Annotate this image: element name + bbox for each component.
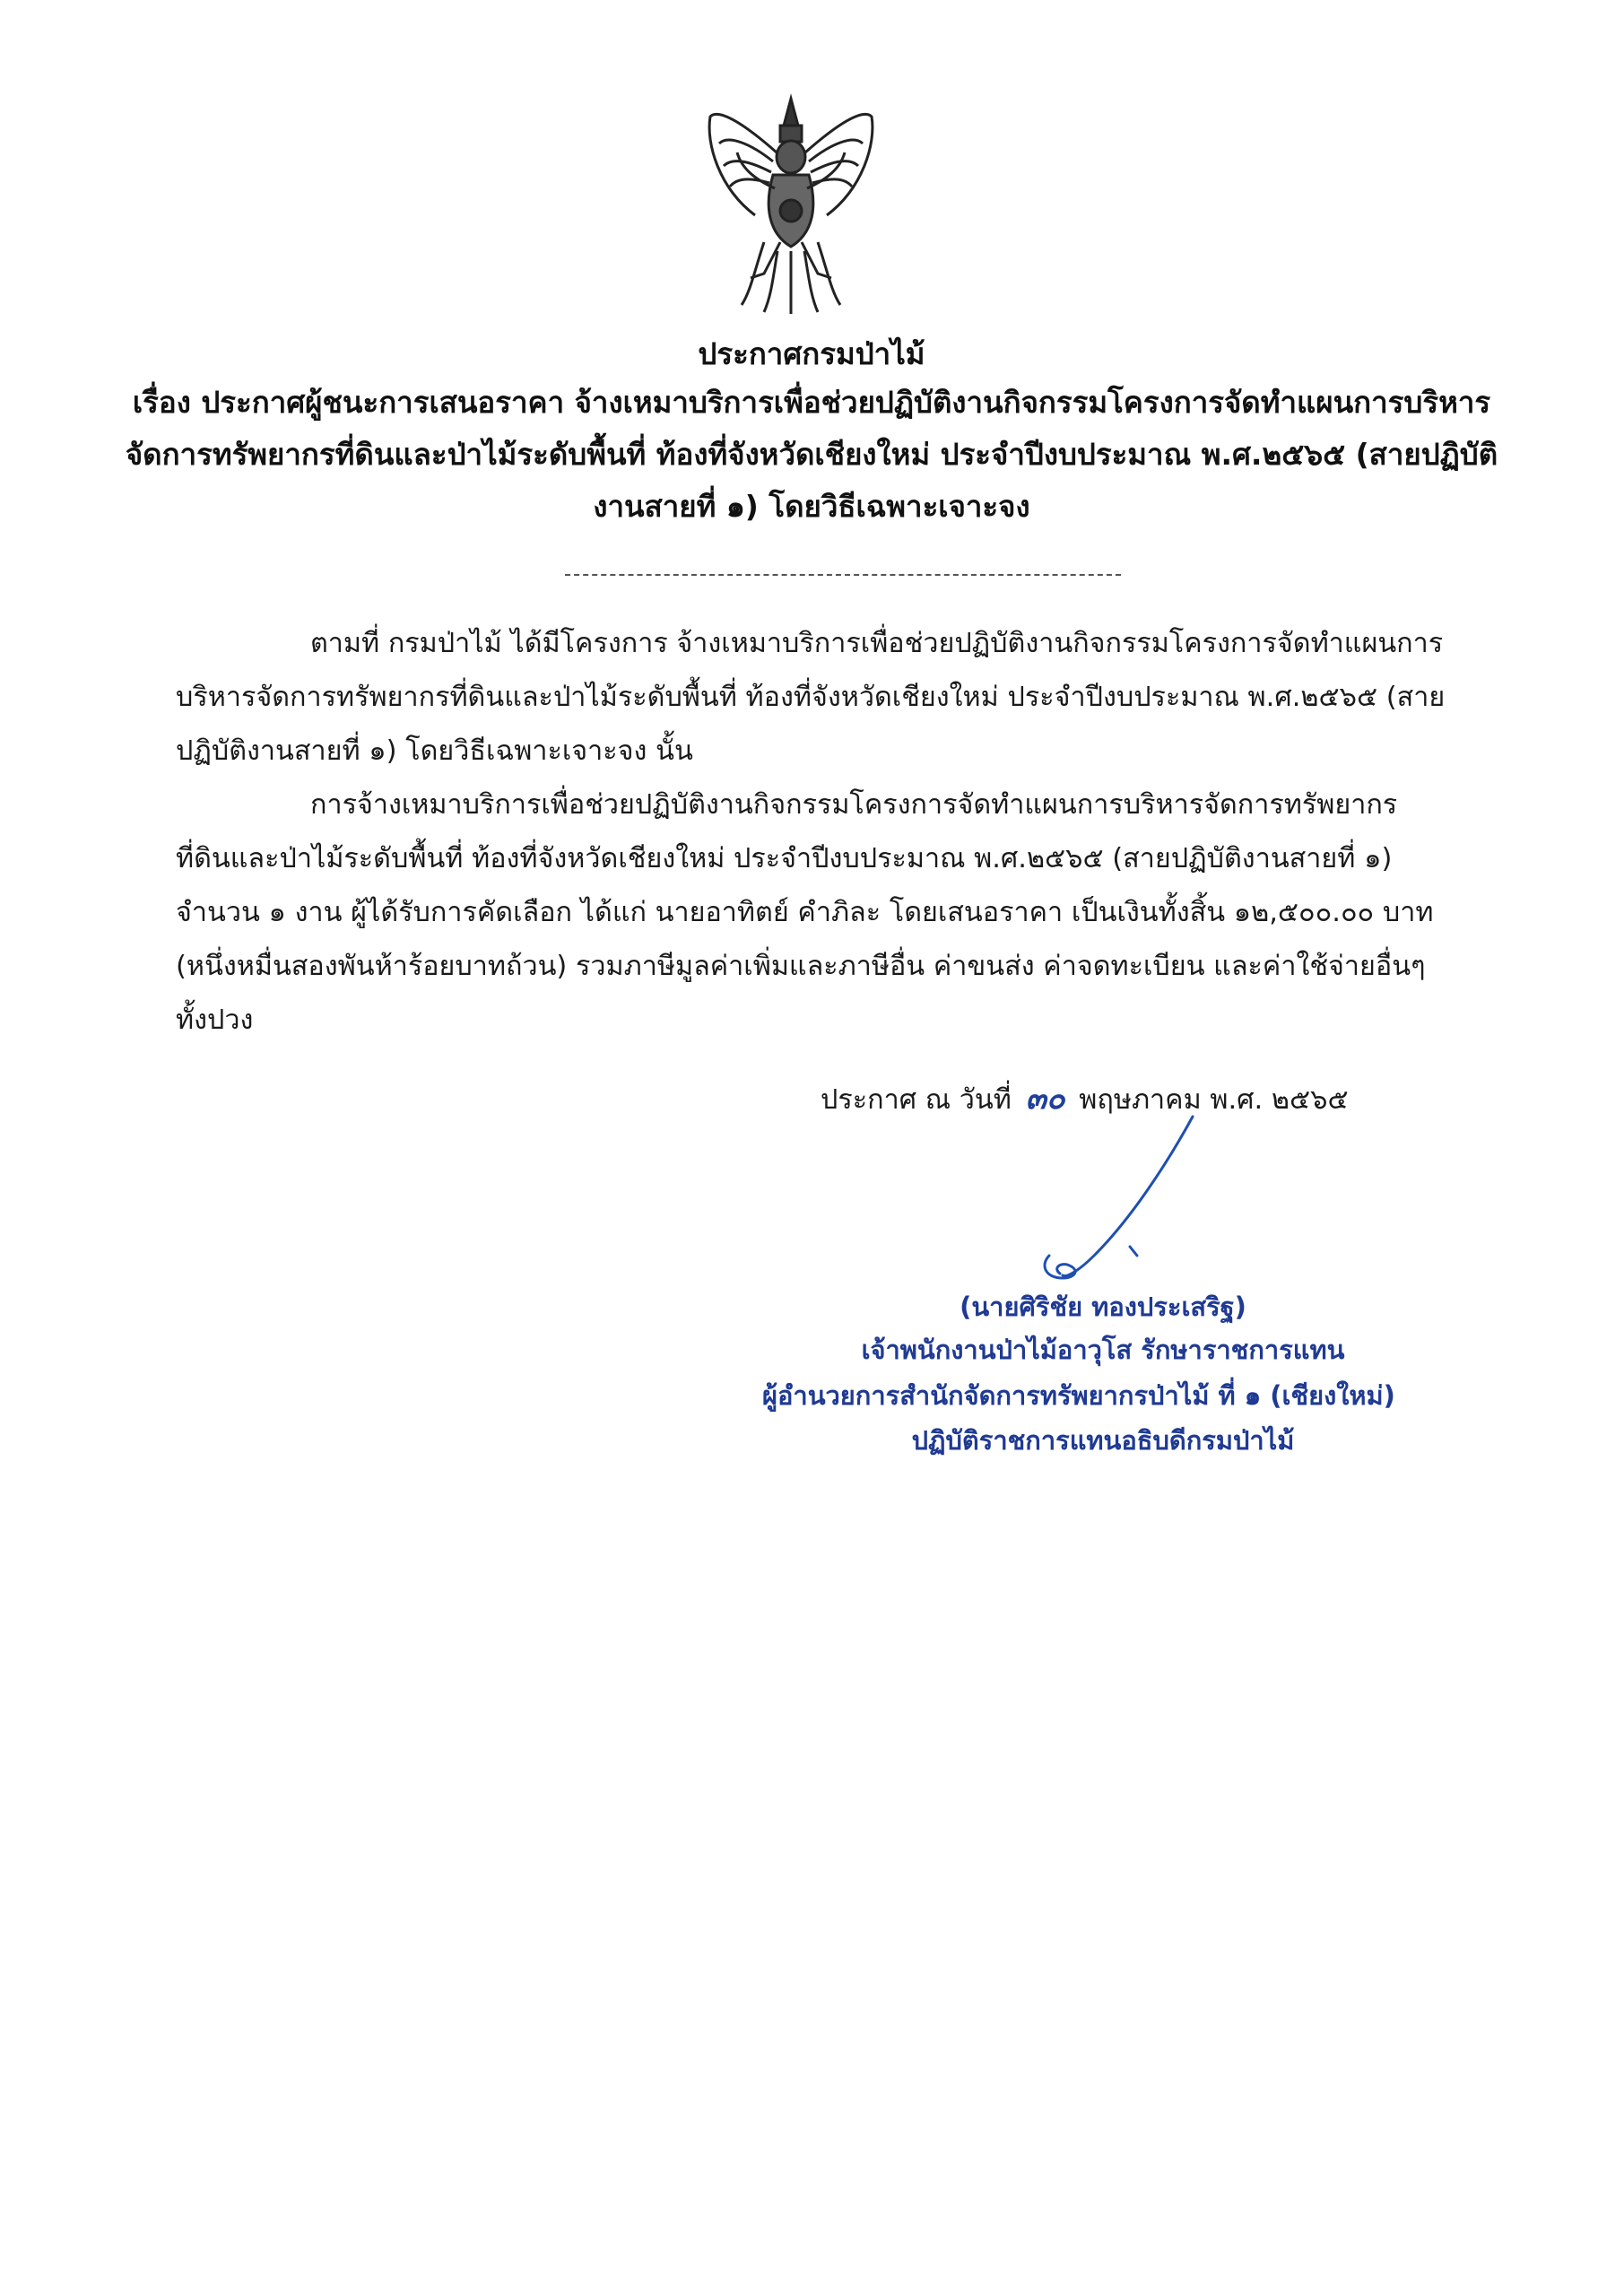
handwritten-day: ๓๐ — [1025, 1081, 1065, 1117]
handwritten-signature-icon — [977, 1112, 1211, 1292]
subject-line: งานสายที่ ๑) โดยวิธีเฉพาะเจาะจง — [593, 489, 1030, 524]
document-title: ประกาศกรมป่าไม้ — [698, 336, 925, 371]
garuda-emblem-icon — [701, 90, 881, 318]
signatory-position: เจ้าพนักงานป่าไม้อาวุโส รักษาราชการแทน — [861, 1335, 1345, 1365]
subject-line: จัดการทรัพยากรที่ดินและป่าไม้ระดับพื้นที่ ท้องที่จังหวัดเชียงใหม่ ประจำปีงบประมาณ พ.ศ.๒๕๖๕ (สายปฏิบัติ — [125, 437, 1498, 472]
date-month-year: พฤษภาคม พ.ศ. ๒๕๖๕ — [1079, 1084, 1349, 1116]
body-paragraph: ตามที่ กรมป่าไม้ ได้มีโครงการ จ้างเหมาบริการเพื่อช่วยปฏิบัติงานกิจกรรมโครงการจัดทำแผนการบริหารจัดการทรัพยากรที่ดินและป่าไม้ระดับพื้นที่ ท้องที่จังหวัดเชียงใหม่ ประจำปีงบประมาณ พ.ศ.๒๕๖๕ (สายปฏิบัติงานสายที่ ๑) โดยวิธีเฉพาะเจาะจง นั้น — [176, 628, 1446, 767]
signatory-position: ผู้อำนวยการสำนักจัดการทรัพยากรป่าไม้ ที่ ๑ (เชียงใหม่) — [762, 1380, 1395, 1411]
body-paragraph: การจ้างเหมาบริการเพื่อช่วยปฏิบัติงานกิจกรรมโครงการจัดทำแผนการบริหารจัดการทรัพยากรที่ดินและป่าไม้ระดับพื้นที่ ท้องที่จังหวัดเชียงใหม่ ประจำปีงบประมาณ พ.ศ.๒๕๖๕ (สายปฏิบัติงานสายที่ ๑) จำนวน ๑ งาน ผู้ได้รับการคัดเลือก ได้แก่ นายอาทิตย์ คำภิละ โดยเสนอราคา เป็นเงินทั้งสิ้น ๑๒,๕๐๐.๐๐ บาท (หนึ่งหมื่นสองพันห้าร้อยบาทถ้วน) รวมภาษีมูลค่าเพิ่มและภาษีอื่น ค่าขนส่ง ค่าจดทะเบียน และค่าใช้จ่ายอื่นๆ ทั้งปวง — [176, 789, 1434, 1036]
document-subject — [108, 377, 1515, 533]
date-prefix: ประกาศ ณ วันที่ — [821, 1084, 1012, 1116]
subject-line: เรื่อง ประกาศผู้ชนะการเสนอราคา จ้างเหมาบริการเพื่อช่วยปฏิบัติงานกิจกรรมโครงการจัดทำแผนการบริหาร — [132, 385, 1491, 420]
signatory-position: ปฏิบัติราชการแทนอธิบดีกรมป่าไม้ — [911, 1425, 1295, 1456]
signatory-name: (นายศิริชัย ทองประเสริฐ) — [960, 1292, 1246, 1322]
separator-line — [565, 574, 1121, 576]
